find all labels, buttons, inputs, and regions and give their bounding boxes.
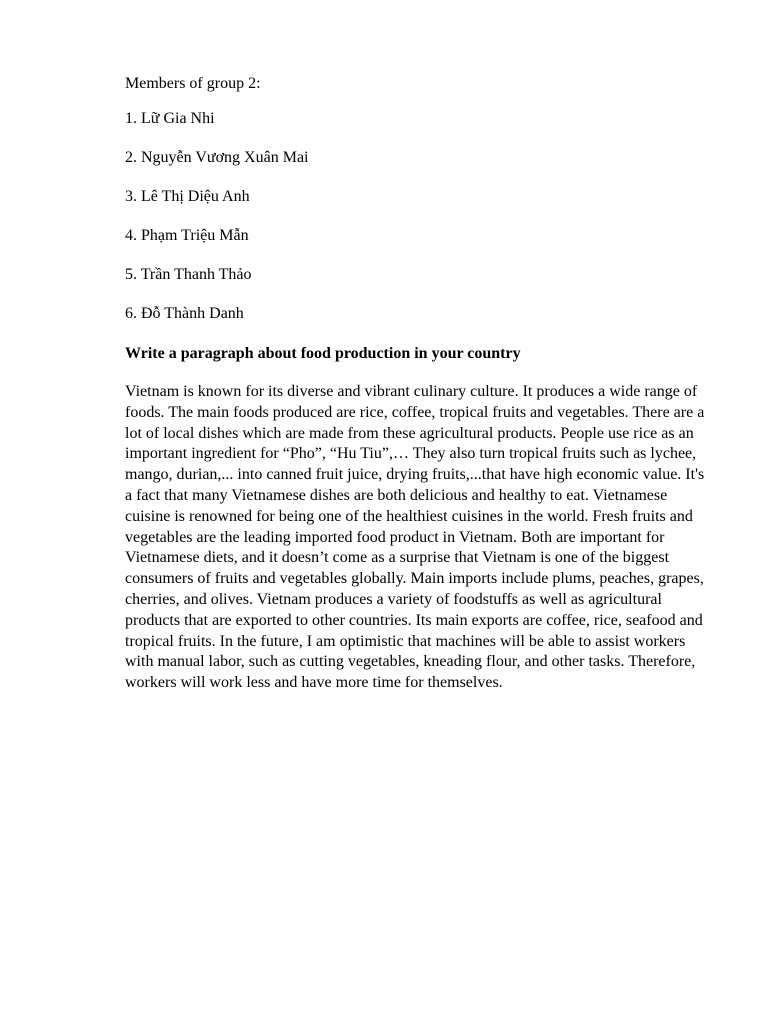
member-item: 1. Lữ Gia Nhi	[125, 110, 215, 127]
members-title: Members of group 2:	[125, 75, 261, 92]
member-item: 2. Nguyễn Vương Xuân Mai	[125, 149, 309, 166]
member-item: 6. Đỗ Thành Danh	[125, 305, 244, 322]
member-item: 5. Trần Thanh Thảo	[125, 266, 252, 283]
member-item: 3. Lê Thị Diệu Anh	[125, 188, 250, 205]
assignment-heading: Write a paragraph about food production in your country	[125, 345, 521, 362]
member-item: 4. Phạm Triệu Mẫn	[125, 227, 249, 244]
essay-paragraph: Vietnam is known for its diverse and vibrant culinary culture. It produces a wide range of foods. The main foods produced are rice, coffee, tropical fruits and vegetables. There are a lot of local dishes which are made from these agricultural products. People use rice as an important ingredient for “Pho”, “Hu Tiu”,… They also turn tropical fruits such as lychee, mango, durian,... into canned fruit juice, drying fruits,...that have high economic value. It's a fact that many Vietnamese dishes are both delicious and healthy to eat. Vietnamese cuisine is renowned for being one of the healthiest cuisines in the world. Fresh fruits and vegetables are the leading imported food product in Vietnam. Both are important for Vietnamese diets, and it doesn’t come as a surprise that Vietnam is one of the biggest consumers of fruits and vegetables globally. Main imports include plums, peaches, grapes, cherries, and olives. Vietnam produces a variety of foodstuffs as well as agricultural products that are exported to other countries. Its main exports are coffee, rice, seafood and tropical fruits. In the future, I am optimistic that machines will be able to assist workers with manual labor, such as cutting vegetables, kneading flour, and other tasks. Therefore, workers will work less and have more time for themselves.	[125, 383, 705, 692]
